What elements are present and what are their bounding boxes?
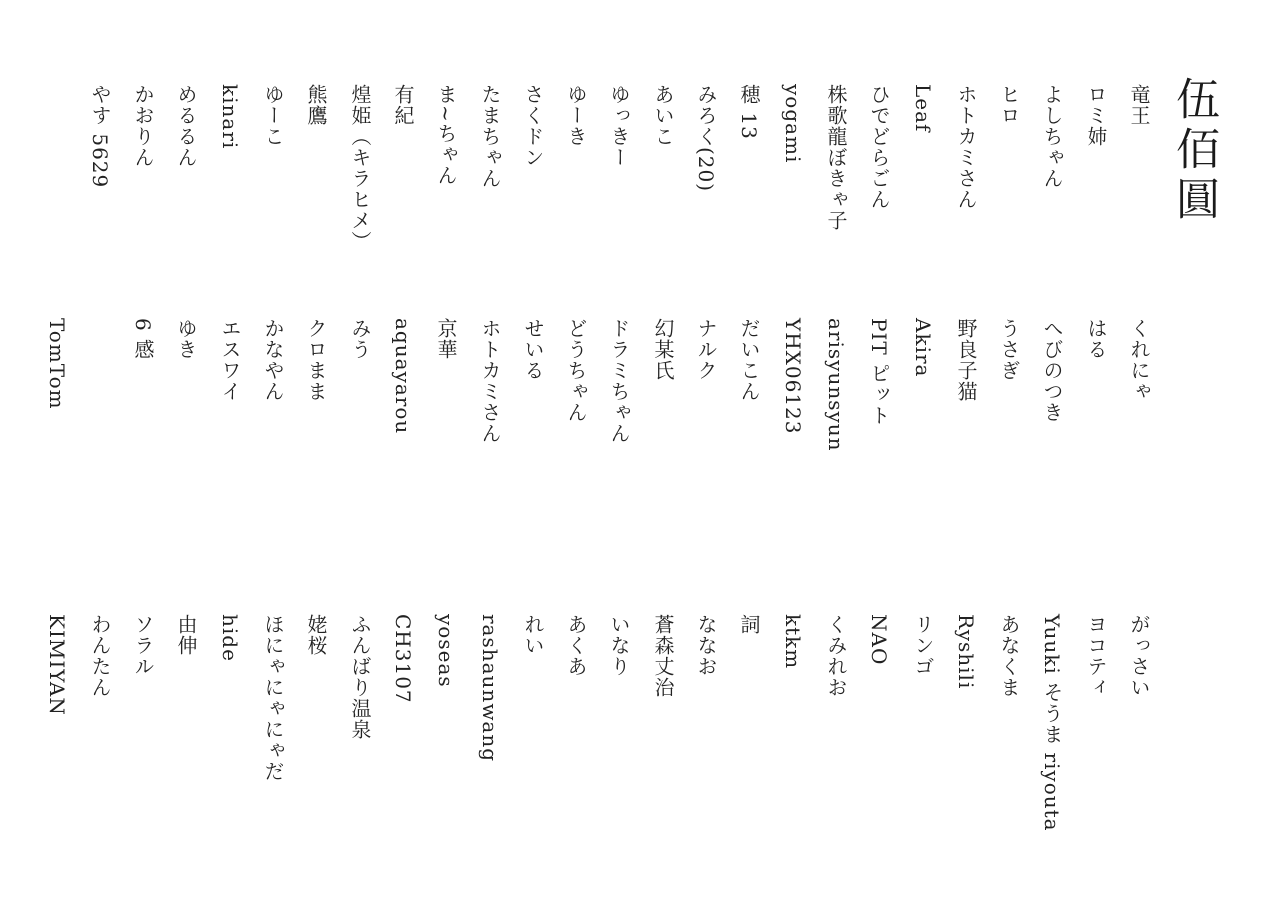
name-entry: Leaf (911, 84, 935, 133)
name-column (1081, 0, 1111, 912)
name-column (951, 0, 981, 912)
name-column (864, 0, 894, 912)
name-entry: 有紀 (391, 84, 415, 126)
name-entry: みろく(20) (694, 84, 718, 193)
name-entry: ホトカミさん (954, 84, 978, 210)
name-entry: みう (348, 318, 372, 360)
name-entry: 株歌龍ぼきゃ子 (824, 84, 848, 231)
name-column (691, 0, 721, 912)
name-entry: kinari (218, 84, 242, 150)
name-entry: CH3107 (391, 614, 415, 704)
name-entry: Akira (911, 318, 935, 378)
name-entry: NAO (867, 614, 891, 666)
name-entry: めるるん (174, 84, 198, 168)
name-entry: 蒼森丈治 (651, 614, 675, 698)
name-entry: あいこ (651, 84, 675, 147)
name-column (518, 0, 548, 912)
name-entry: ドラミちゃん (607, 318, 631, 444)
name-entry: KIMIYAN (45, 614, 69, 716)
name-entry: 幻某氏 (651, 318, 675, 381)
name-entry: yogami (781, 84, 805, 164)
name-entry: 京華 (434, 318, 458, 360)
name-column (475, 0, 505, 912)
page-title: 伍佰圓 (1168, 76, 1219, 226)
name-entry: ヒロ (997, 84, 1021, 126)
name-entry: はる (1084, 318, 1108, 360)
name-entry: わんたん (88, 614, 112, 698)
name-entry: ソラル (131, 614, 155, 677)
name-entry: がっさい (1127, 614, 1151, 698)
name-entry: ひでどらごん (867, 84, 891, 210)
name-entry: 姥桜 (304, 614, 328, 656)
name-column (1124, 0, 1154, 912)
name-entry: ゆーこ (261, 84, 285, 147)
name-entry: だいこん (737, 318, 761, 402)
name-entry: くみれお (824, 614, 848, 698)
name-column (215, 0, 245, 912)
name-entry: ホトカミさん (478, 318, 502, 444)
name-entry: arisyunsyun (824, 318, 848, 452)
name-entry: うさぎ (997, 318, 1021, 381)
name-entry: エスワイ (218, 318, 242, 402)
name-entry: あくあ (564, 614, 588, 677)
name-column (734, 0, 764, 912)
name-entry: PIT ピット (867, 318, 891, 427)
name-column (128, 0, 158, 912)
name-entry: 6 感 (131, 318, 155, 361)
name-column (908, 0, 938, 912)
name-entry: ま~ちゃん (434, 84, 458, 186)
name-entry: TomTom (45, 318, 69, 410)
name-column (561, 0, 591, 912)
name-entry: どうちゃん (564, 318, 588, 423)
name-entry: いなり (607, 614, 631, 677)
name-entry: ナルク (694, 318, 718, 381)
name-entry: 熊鷹 (304, 84, 328, 126)
name-entry: hide (218, 614, 242, 662)
name-entry: かおりん (131, 84, 155, 168)
name-entry: rashaunwang (478, 614, 502, 763)
name-entry: 詞 (737, 614, 761, 635)
name-entry: たまちゃん (478, 84, 502, 189)
name-entry: aquayarou (391, 318, 415, 435)
name-entry: さくドン (521, 84, 545, 168)
name-entry: せいる (521, 318, 545, 381)
name-column (821, 0, 851, 912)
name-column (648, 0, 678, 912)
name-entry: れい (521, 614, 545, 656)
name-entry: やす 5629 (88, 84, 112, 189)
name-entry: 煌姫（キラヒメ） (348, 84, 372, 252)
name-entry: Yuuki そうま riyouta (1040, 614, 1064, 832)
name-column (388, 0, 418, 912)
name-entry: ktkm (781, 614, 805, 670)
name-column (301, 0, 331, 912)
name-entry: かなやん (261, 318, 285, 402)
name-column (42, 0, 72, 912)
name-entry: yoseas (434, 614, 458, 688)
name-entry: へびのつき (1040, 318, 1064, 423)
name-entry: ななお (694, 614, 718, 677)
name-column (1037, 0, 1067, 912)
name-entry: ゆーき (564, 84, 588, 147)
name-column (604, 0, 634, 912)
name-column (258, 0, 288, 912)
name-entry: ふんばり温泉 (348, 614, 372, 740)
name-column (171, 0, 201, 912)
name-column (778, 0, 808, 912)
name-entry: Ryshili (954, 614, 978, 690)
name-column (431, 0, 461, 912)
name-entry: ロミ姉 (1084, 84, 1108, 147)
name-entry: ゆき (174, 318, 198, 360)
name-column (994, 0, 1024, 912)
name-entry: ヨコティ (1084, 614, 1108, 698)
name-entry: YHX06123 (781, 318, 805, 435)
name-column (85, 0, 115, 912)
name-entry: 由伸 (174, 614, 198, 656)
name-entry: リンゴ (911, 614, 935, 677)
name-entry: ゆっきー (607, 84, 631, 168)
name-entry: 竜王 (1127, 84, 1151, 126)
name-column (345, 0, 375, 912)
name-entry: よしちゃん (1040, 84, 1064, 189)
name-entry: 野良子猫 (954, 318, 978, 402)
name-entry: クロまま (304, 318, 328, 402)
name-entry: ほにゃにゃにゃだ (261, 614, 285, 782)
name-entry: くれにゃ (1127, 318, 1151, 402)
name-entry: あなくま (997, 614, 1021, 698)
name-entry: 穂 13 (737, 84, 761, 140)
